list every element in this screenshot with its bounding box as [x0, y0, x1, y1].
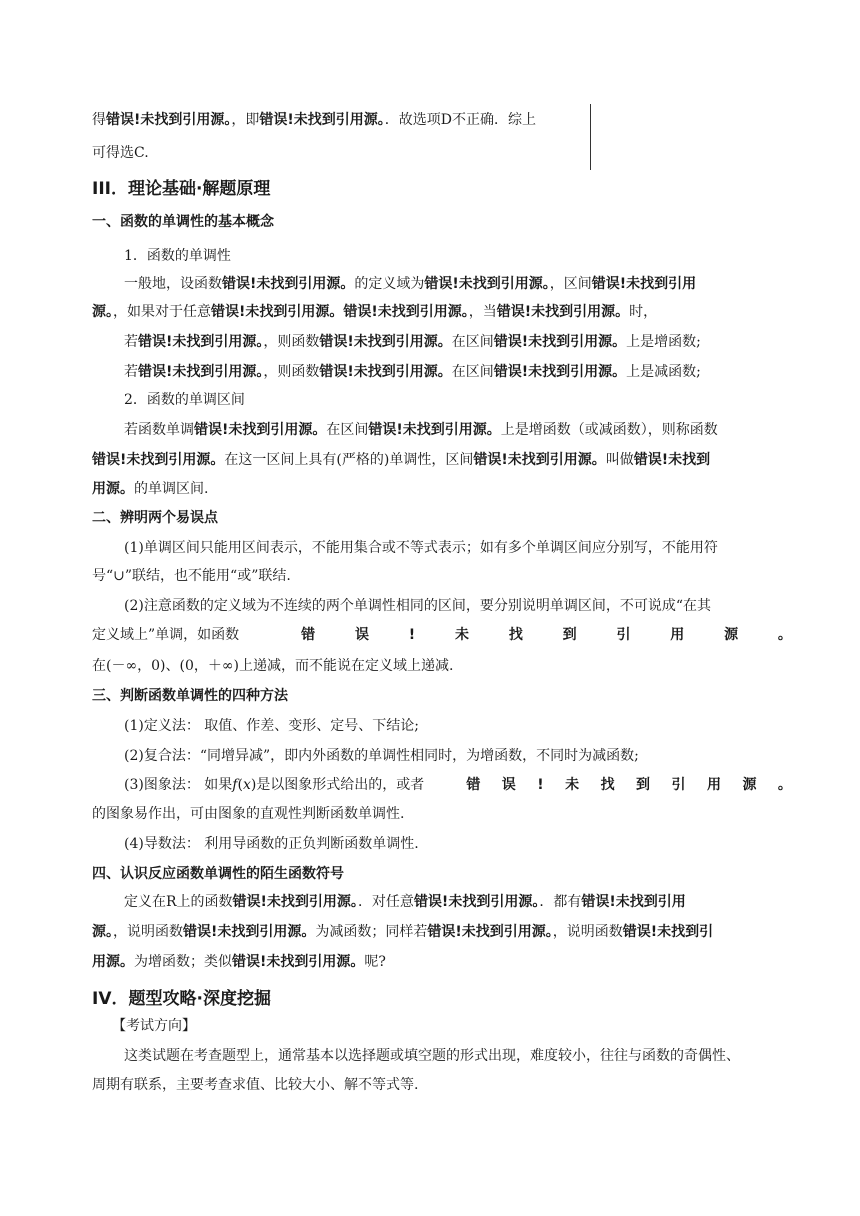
text-line: 一般地，设函数错误!未找到引用源。的定义域为错误!未找到引用源。，区间错误!未找到引用 — [124, 276, 697, 292]
subsection-heading: 二、辨明两个易误点 — [92, 510, 218, 526]
subsection-heading: 四、认识反应函数单调性的陌生函数符号 — [92, 866, 344, 882]
text-line: 用源。的单调区间. — [92, 481, 209, 497]
section-heading: III．理论基础·解题原理 — [92, 179, 271, 199]
text-line: 得错误!未找到引用源。，即错误!未找到引用源。．故选项D不正确．综上 — [92, 112, 537, 128]
text-line: 源。，说明函数错误!未找到引用源。为减函数；同样若错误!未找到引用源。，说明函数错误!未找到引 — [92, 924, 714, 940]
text-line: 周期有联系，主要考查求值、比较大小、解不等式等. — [92, 1077, 419, 1093]
text-line: 若错误!未找到引用源。，则函数错误!未找到引用源。在区间错误!未找到引用源。上是增函数; — [124, 334, 701, 350]
text-line: (4)导数法： 利用导函数的正负判断函数单调性. — [124, 836, 419, 852]
text-line: (2)注意函数的定义域为不连续的两个单调性相同的区间，要分别说明单调区间，不可说成“在其 — [124, 598, 711, 614]
text-line: 号“∪”联结，也不能用“或”联结. — [92, 568, 291, 584]
text-line: 1．函数的单调性 — [124, 248, 231, 264]
subsection-heading: 一、函数的单调性的基本概念 — [92, 214, 274, 230]
section-heading: IV．题型攻略·深度挖掘 — [92, 989, 271, 1009]
text-line: 源。，如果对于任意错误!未找到引用源。错误!未找到引用源。，当错误!未找到引用源。时， — [92, 304, 658, 320]
text-line: 若函数单调错误!未找到引用源。在区间错误!未找到引用源。上是增函数（或减函数），则称函数 — [124, 422, 718, 438]
text-line: 定义在R上的函数错误!未找到引用源。．对任意错误!未找到引用源。．都有错误!未找到引用 — [124, 894, 686, 910]
spread-error-ref: 错 误 ! 未 找 到 引 用 源 。 — [301, 627, 792, 643]
text-line: 这类试题在考查题型上，通常基本以选择题或填空题的形式出现，难度较小，往往与函数的奇偶性、 — [124, 1048, 740, 1064]
text-line: (2)复合法：“同增异减”，即内外函数的单调性相同时，为增函数，不同时为减函数; — [124, 748, 639, 764]
text-line: 用源。为增函数；类似错误!未找到引用源。呢? — [92, 954, 386, 970]
text-line: 2．函数的单调区间 — [124, 392, 245, 408]
column-divider — [590, 104, 591, 170]
text-line: (1)定义法： 取值、作差、变形、定号、下结论; — [124, 718, 419, 734]
text-line: 错误!未找到引用源。在这一区间上具有(严格的)单调性，区间错误!未找到引用源。叫做错误!未找到 — [92, 452, 711, 468]
text-line: 在(－∞，0)、(0，＋∞)上递减，而不能说在定义域上递减. — [92, 658, 454, 674]
text-line: 若错误!未找到引用源。，则函数错误!未找到引用源。在区间错误!未找到引用源。上是减函数; — [124, 364, 701, 380]
text-line: 可得选C. — [92, 145, 149, 161]
subsection-heading: 三、判断函数单调性的四种方法 — [92, 688, 288, 704]
spread-error-ref: 错 误 ! 未 找 到 引 用 源 。 — [466, 777, 792, 793]
text-line: (3)图象法： 如果 f ( x ) 是以图象形式给出的，或者 错 误 ! 未 找 到 引 用 源 。 — [124, 777, 792, 793]
text-line: 定义域上”单调，如函数 错 误 ! 未 找 到 引 用 源 。 — [92, 627, 792, 643]
text-line: 【考试方向】 — [112, 1018, 196, 1034]
text-line: 的图象易作出，可由图象的直观性判断函数单调性. — [92, 806, 405, 822]
text-line: (1)单调区间只能用区间表示，不能用集合或不等式表示；如有多个单调区间应分别写，不能用符 — [124, 540, 718, 556]
